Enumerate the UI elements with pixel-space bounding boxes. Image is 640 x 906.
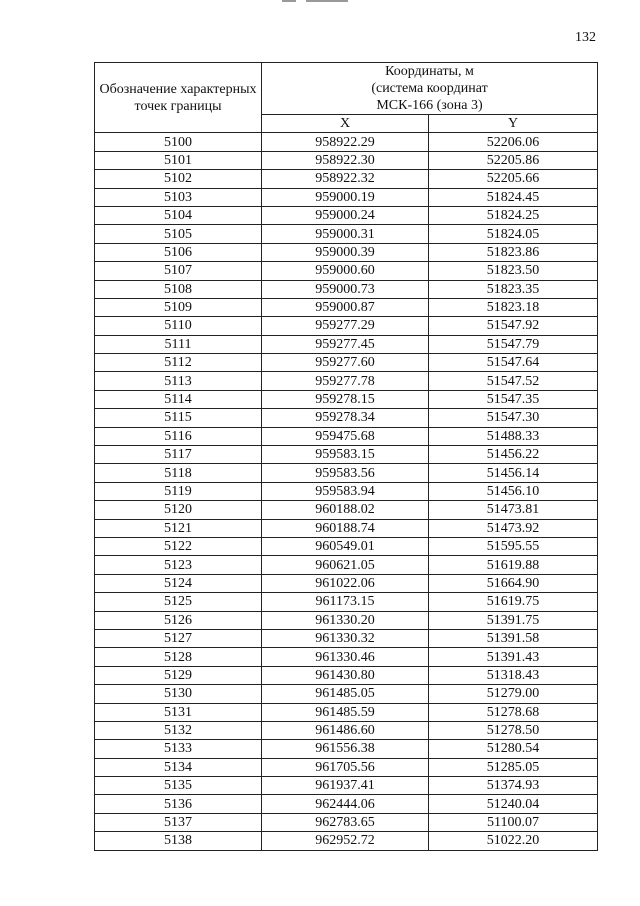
x-cell: 959000.87 xyxy=(262,298,429,316)
table-body xyxy=(95,133,598,850)
point-cell: 5137 xyxy=(95,813,262,831)
table-row xyxy=(95,537,598,555)
point-cell: 5110 xyxy=(95,317,262,335)
table-row xyxy=(95,832,598,850)
scan-mark xyxy=(306,0,348,2)
point-cell: 5117 xyxy=(95,446,262,464)
table-row xyxy=(95,758,598,776)
x-cell: 962444.06 xyxy=(262,795,429,813)
table-row xyxy=(95,170,598,188)
y-cell: 52205.66 xyxy=(429,170,598,188)
y-cell: 51824.45 xyxy=(429,188,598,206)
y-cell: 51664.90 xyxy=(429,574,598,592)
header-row xyxy=(95,63,598,115)
y-cell: 51279.00 xyxy=(429,685,598,703)
x-cell: 961330.20 xyxy=(262,611,429,629)
table-row xyxy=(95,427,598,445)
point-cell: 5126 xyxy=(95,611,262,629)
x-cell: 959000.73 xyxy=(262,280,429,298)
table-row xyxy=(95,133,598,151)
table-row xyxy=(95,501,598,519)
point-cell: 5101 xyxy=(95,151,262,169)
y-cell: 51823.86 xyxy=(429,243,598,261)
point-cell: 5105 xyxy=(95,225,262,243)
y-cell: 52205.86 xyxy=(429,151,598,169)
y-cell: 51547.79 xyxy=(429,335,598,353)
y-cell: 51547.64 xyxy=(429,354,598,372)
table-row xyxy=(95,354,598,372)
x-cell: 959278.15 xyxy=(262,390,429,408)
y-cell: 51547.52 xyxy=(429,372,598,390)
x-cell: 959000.24 xyxy=(262,206,429,224)
table-row xyxy=(95,206,598,224)
y-cell: 51280.54 xyxy=(429,740,598,758)
x-cell: 959000.60 xyxy=(262,262,429,280)
y-cell: 51100.07 xyxy=(429,813,598,831)
x-cell: 959475.68 xyxy=(262,427,429,445)
table-row xyxy=(95,740,598,758)
x-cell: 962783.65 xyxy=(262,813,429,831)
table-row xyxy=(95,372,598,390)
table-row xyxy=(95,703,598,721)
point-cell: 5111 xyxy=(95,335,262,353)
table-row xyxy=(95,685,598,703)
table-row xyxy=(95,243,598,261)
y-cell: 51547.30 xyxy=(429,409,598,427)
header-coords-line-2: (система координат xyxy=(371,81,488,96)
point-cell: 5130 xyxy=(95,685,262,703)
table-row xyxy=(95,482,598,500)
x-cell: 958922.29 xyxy=(262,133,429,151)
y-cell: 51824.05 xyxy=(429,225,598,243)
point-cell: 5134 xyxy=(95,758,262,776)
y-cell: 51595.55 xyxy=(429,537,598,555)
header-points: Обозначение характерных точек границы xyxy=(95,63,262,133)
point-cell: 5116 xyxy=(95,427,262,445)
table-row xyxy=(95,280,598,298)
y-cell: 51619.88 xyxy=(429,556,598,574)
table-row xyxy=(95,188,598,206)
y-cell: 51619.75 xyxy=(429,593,598,611)
y-cell: 51278.68 xyxy=(429,703,598,721)
table-row xyxy=(95,298,598,316)
y-cell: 51824.25 xyxy=(429,206,598,224)
point-cell: 5122 xyxy=(95,537,262,555)
point-cell: 5104 xyxy=(95,206,262,224)
x-cell: 959000.31 xyxy=(262,225,429,243)
header-coords xyxy=(262,63,598,115)
x-cell: 962952.72 xyxy=(262,832,429,850)
x-cell: 959277.60 xyxy=(262,354,429,372)
x-cell: 960549.01 xyxy=(262,537,429,555)
y-cell: 51488.33 xyxy=(429,427,598,445)
y-cell: 51374.93 xyxy=(429,777,598,795)
header-coords-line-3: МСК-166 (зона 3) xyxy=(376,98,483,113)
y-cell: 51391.75 xyxy=(429,611,598,629)
point-cell: 5128 xyxy=(95,648,262,666)
y-cell: 51318.43 xyxy=(429,666,598,684)
point-cell: 5115 xyxy=(95,409,262,427)
point-cell: 5135 xyxy=(95,777,262,795)
table-row xyxy=(95,795,598,813)
table-row xyxy=(95,151,598,169)
table-row xyxy=(95,629,598,647)
point-cell: 5131 xyxy=(95,703,262,721)
table-row xyxy=(95,409,598,427)
point-cell: 5100 xyxy=(95,133,262,151)
x-cell: 961556.38 xyxy=(262,740,429,758)
x-cell: 959583.56 xyxy=(262,464,429,482)
table-row xyxy=(95,574,598,592)
point-cell: 5129 xyxy=(95,666,262,684)
table-row xyxy=(95,813,598,831)
table-row xyxy=(95,262,598,280)
y-cell: 51456.10 xyxy=(429,482,598,500)
table-row xyxy=(95,519,598,537)
point-cell: 5114 xyxy=(95,390,262,408)
scan-mark xyxy=(282,0,296,2)
coordinates-table xyxy=(94,62,598,851)
x-cell: 961705.56 xyxy=(262,758,429,776)
point-cell: 5133 xyxy=(95,740,262,758)
x-cell: 961022.06 xyxy=(262,574,429,592)
y-cell: 51278.50 xyxy=(429,721,598,739)
header-y: Y xyxy=(429,115,598,133)
x-cell: 961937.41 xyxy=(262,777,429,795)
y-cell: 51823.50 xyxy=(429,262,598,280)
x-cell: 958922.32 xyxy=(262,170,429,188)
x-cell: 961486.60 xyxy=(262,721,429,739)
x-cell: 959000.19 xyxy=(262,188,429,206)
table-row xyxy=(95,317,598,335)
point-cell: 5107 xyxy=(95,262,262,280)
table-row xyxy=(95,611,598,629)
table-row xyxy=(95,556,598,574)
y-cell: 51547.35 xyxy=(429,390,598,408)
point-cell: 5132 xyxy=(95,721,262,739)
y-cell: 51391.43 xyxy=(429,648,598,666)
x-cell: 961485.59 xyxy=(262,703,429,721)
x-cell: 961173.15 xyxy=(262,593,429,611)
x-cell: 959583.15 xyxy=(262,446,429,464)
y-cell: 51547.92 xyxy=(429,317,598,335)
point-cell: 5125 xyxy=(95,593,262,611)
point-cell: 5102 xyxy=(95,170,262,188)
x-cell: 959278.34 xyxy=(262,409,429,427)
point-cell: 5120 xyxy=(95,501,262,519)
point-cell: 5103 xyxy=(95,188,262,206)
table-row xyxy=(95,777,598,795)
point-cell: 5119 xyxy=(95,482,262,500)
header-coords-line-1: Координаты, м xyxy=(385,64,474,79)
y-cell: 51823.35 xyxy=(429,280,598,298)
x-cell: 959000.39 xyxy=(262,243,429,261)
x-cell: 961330.32 xyxy=(262,629,429,647)
table-row xyxy=(95,225,598,243)
y-cell: 52206.06 xyxy=(429,133,598,151)
y-cell: 51456.14 xyxy=(429,464,598,482)
x-cell: 960621.05 xyxy=(262,556,429,574)
point-cell: 5121 xyxy=(95,519,262,537)
table-row xyxy=(95,593,598,611)
y-cell: 51473.92 xyxy=(429,519,598,537)
point-cell: 5124 xyxy=(95,574,262,592)
point-cell: 5109 xyxy=(95,298,262,316)
x-cell: 960188.02 xyxy=(262,501,429,519)
x-cell: 959277.78 xyxy=(262,372,429,390)
table-row xyxy=(95,648,598,666)
x-cell: 961330.46 xyxy=(262,648,429,666)
table-row xyxy=(95,335,598,353)
x-cell: 958922.30 xyxy=(262,151,429,169)
x-cell: 959277.45 xyxy=(262,335,429,353)
point-cell: 5108 xyxy=(95,280,262,298)
point-cell: 5127 xyxy=(95,629,262,647)
y-cell: 51022.20 xyxy=(429,832,598,850)
point-cell: 5112 xyxy=(95,354,262,372)
table-row xyxy=(95,390,598,408)
x-cell: 961485.05 xyxy=(262,685,429,703)
x-cell: 961430.80 xyxy=(262,666,429,684)
point-cell: 5123 xyxy=(95,556,262,574)
y-cell: 51391.58 xyxy=(429,629,598,647)
point-cell: 5138 xyxy=(95,832,262,850)
point-cell: 5136 xyxy=(95,795,262,813)
y-cell: 51823.18 xyxy=(429,298,598,316)
y-cell: 51456.22 xyxy=(429,446,598,464)
point-cell: 5106 xyxy=(95,243,262,261)
table-row xyxy=(95,721,598,739)
table-row xyxy=(95,666,598,684)
header-x: X xyxy=(262,115,429,133)
table-row xyxy=(95,446,598,464)
point-cell: 5118 xyxy=(95,464,262,482)
x-cell: 959277.29 xyxy=(262,317,429,335)
y-cell: 51240.04 xyxy=(429,795,598,813)
y-cell: 51473.81 xyxy=(429,501,598,519)
x-cell: 959583.94 xyxy=(262,482,429,500)
x-cell: 960188.74 xyxy=(262,519,429,537)
table-header xyxy=(95,63,598,133)
y-cell: 51285.05 xyxy=(429,758,598,776)
point-cell: 5113 xyxy=(95,372,262,390)
page-number: 132 xyxy=(575,30,596,45)
table-row xyxy=(95,464,598,482)
